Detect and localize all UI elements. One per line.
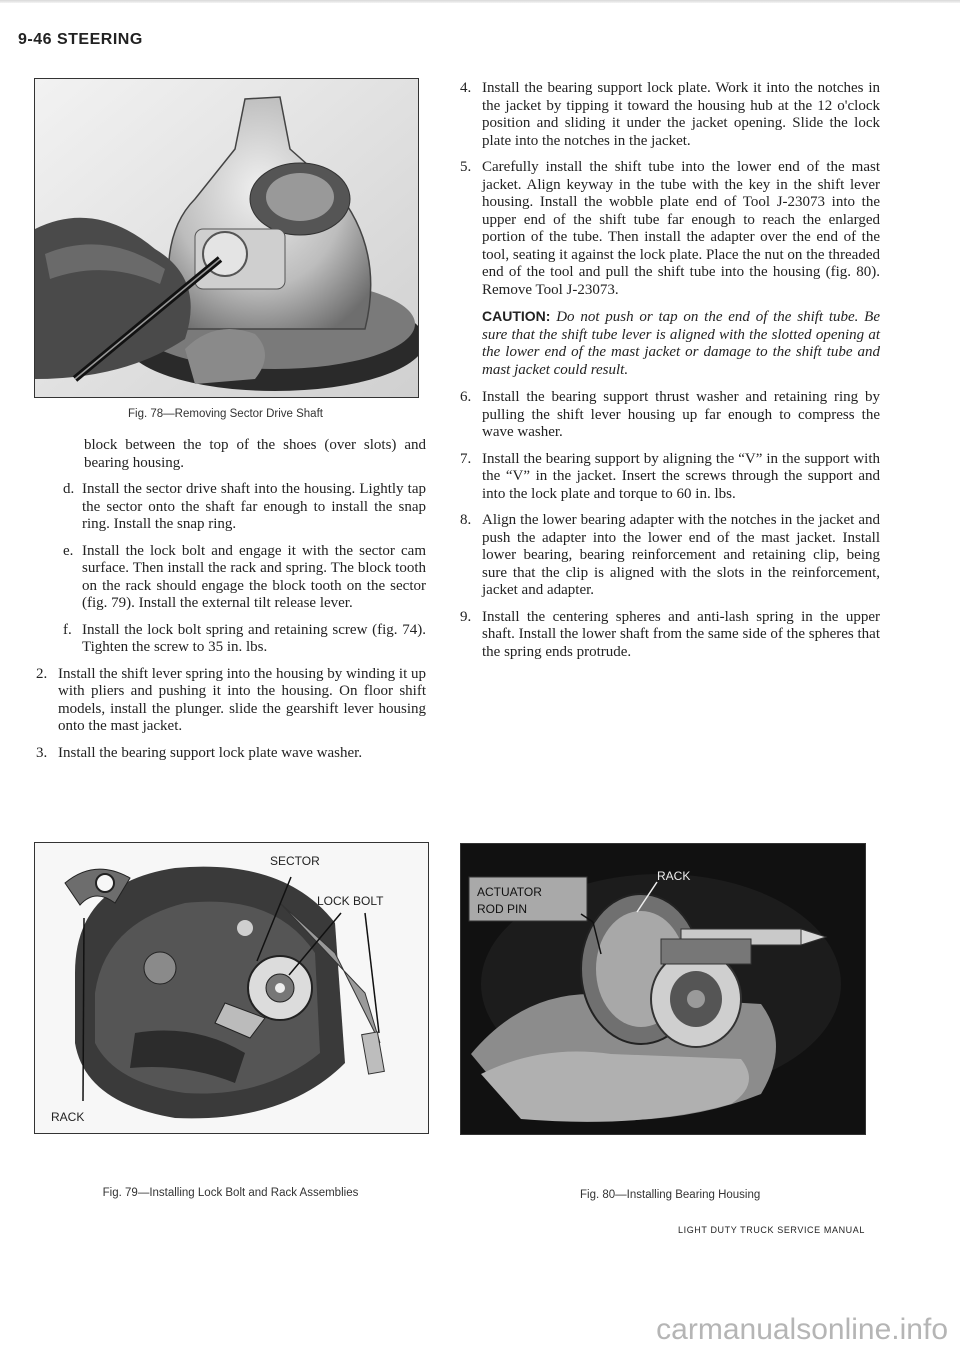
substep-d bbox=[28, 481, 426, 534]
figure-79-label-sector: SECTOR bbox=[270, 854, 320, 868]
substep-e bbox=[28, 543, 426, 613]
caution-note bbox=[452, 308, 880, 379]
figure-79-caption: Fig. 79—Installing Lock Bolt and Rack Assemblies bbox=[102, 1187, 359, 1199]
step-number: 3. bbox=[36, 744, 48, 761]
step-text: Install the centering spheres and anti-lash spring in the upper shaft. Install the lower shaft from the same side of the spheres that the spring ends protrude. bbox=[482, 608, 880, 660]
step-number: 6. bbox=[460, 389, 472, 405]
substep-text: Install the sector drive shaft into the housing. Lightly tap the sector onto the shaft far enough to install the snap ring. Install the snap ring. bbox=[82, 481, 426, 532]
watermark: carmanualsonline.info bbox=[656, 1313, 948, 1346]
figure-79-illustration bbox=[35, 843, 428, 1133]
figure-80-label-actuator: ACTUATOR bbox=[477, 885, 542, 899]
page-header: 9-46 STEERING bbox=[18, 31, 143, 48]
step-8 bbox=[452, 512, 880, 600]
right-column bbox=[452, 80, 880, 670]
substep-text: Install the lock bolt spring and retaining screw (fig. 74). Tighten the screw to 35 in. lbs. bbox=[82, 621, 426, 655]
step-9 bbox=[452, 609, 880, 662]
step-number: 5. bbox=[460, 159, 472, 175]
step-3 bbox=[28, 745, 426, 763]
substep-f bbox=[28, 622, 426, 657]
continuation-text: block between the top of the shoes (over slots) and bearing housing. bbox=[84, 437, 426, 471]
figure-80-illustration bbox=[461, 844, 865, 1134]
figure-78-caption: Fig. 78—Removing Sector Drive Shaft bbox=[128, 408, 323, 420]
step-text: Install the bearing support thrust washer and retaining ring by pulling the shift lever housing up far enough to compress the wave washer. bbox=[482, 389, 880, 440]
figure-80-photo bbox=[460, 843, 866, 1135]
caution-text: Do not push or tap on the end of the shift tube. Be sure that the shift tube lever is aligned with the slotted opening at the lower end of the mast jacket or damage to the shift tube and mast jacket could result. bbox=[482, 309, 881, 378]
substep-number: f. bbox=[63, 621, 72, 638]
figure-79-photo bbox=[34, 842, 429, 1134]
figure-79-label-rack: RACK bbox=[51, 1110, 85, 1124]
figure-80-caption: Fig. 80—Installing Bearing Housing bbox=[580, 1189, 761, 1201]
substep-number: e. bbox=[63, 542, 74, 559]
figure-80-label-rod-pin: ROD PIN bbox=[477, 902, 528, 916]
step-text: Install the bearing support lock plate. Work it into the notches in the jacket by tipping it toward the housing hub at the 12 o'clock position and sliding it under the jacket opening. Slide the lock plate into the notches in the jacket. bbox=[482, 80, 880, 149]
step-number: 4. bbox=[460, 80, 472, 96]
step-7 bbox=[452, 451, 880, 504]
substep-number: d. bbox=[63, 481, 75, 497]
step-2 bbox=[28, 666, 426, 736]
step-text: Install the bearing support lock plate wave washer. bbox=[58, 744, 363, 761]
step-5 bbox=[452, 159, 880, 299]
step-number: 8. bbox=[460, 512, 472, 528]
step-4 bbox=[452, 80, 880, 150]
figure-80-label-rack: RACK bbox=[657, 869, 691, 883]
step-number: 9. bbox=[460, 608, 472, 625]
step-number: 7. bbox=[460, 450, 472, 467]
left-column bbox=[28, 437, 426, 771]
step-text: Install the bearing support by aligning the “V” in the support with the “V” in the jacket. Insert the screws through the support and into the lock plate and torque to 60 in. lbs. bbox=[482, 450, 880, 502]
step-text: Install the shift lever spring into the housing by winding it up with pliers and pushing it into the housing. On floor shift models, install the plunger. slide the gearshift lever housing onto the mast jacket. bbox=[58, 665, 426, 734]
step-number: 2. bbox=[36, 665, 48, 682]
figure-79-label-lock-bolt: LOCK BOLT bbox=[317, 894, 384, 908]
page-footer: LIGHT DUTY TRUCK SERVICE MANUAL bbox=[678, 1225, 865, 1235]
step-text: Align the lower bearing adapter with the notches in the jacket and push the adapter into the lower end of the mast jacket. Install lower bearing, bearing reinforcement and retaining clip, being sure that the clip is aligned with the slots in the reinforcement, jacket and adapter. bbox=[482, 512, 880, 598]
step-6 bbox=[452, 389, 880, 442]
caution-label: CAUTION: bbox=[482, 308, 551, 324]
step-text: Carefully install the shift tube into the lower end of the mast jacket. Align keyway in the tube with the key in the shift lever housing. Install the wobble plate end of Tool J-23073 into the upper end of the shift tube far enough to reach the enlarged portion of the tube. Then install the adapter over the end of the tool, seating it against the lock plate. Place the nut on the threaded end of the tool and pull the shift tube into the housing (fig. 80). Remove Tool J-23073. bbox=[482, 159, 880, 298]
scan-edge bbox=[0, 0, 960, 3]
figure-78-illustration bbox=[35, 79, 418, 397]
figure-78-photo bbox=[34, 78, 419, 398]
substep-text: Install the lock bolt and engage it with the sector cam surface. Then install the rack and spring. The block tooth on the rack should engage the block tooth on the sector (fig. 79). Install the external tilt release lever. bbox=[82, 542, 426, 611]
